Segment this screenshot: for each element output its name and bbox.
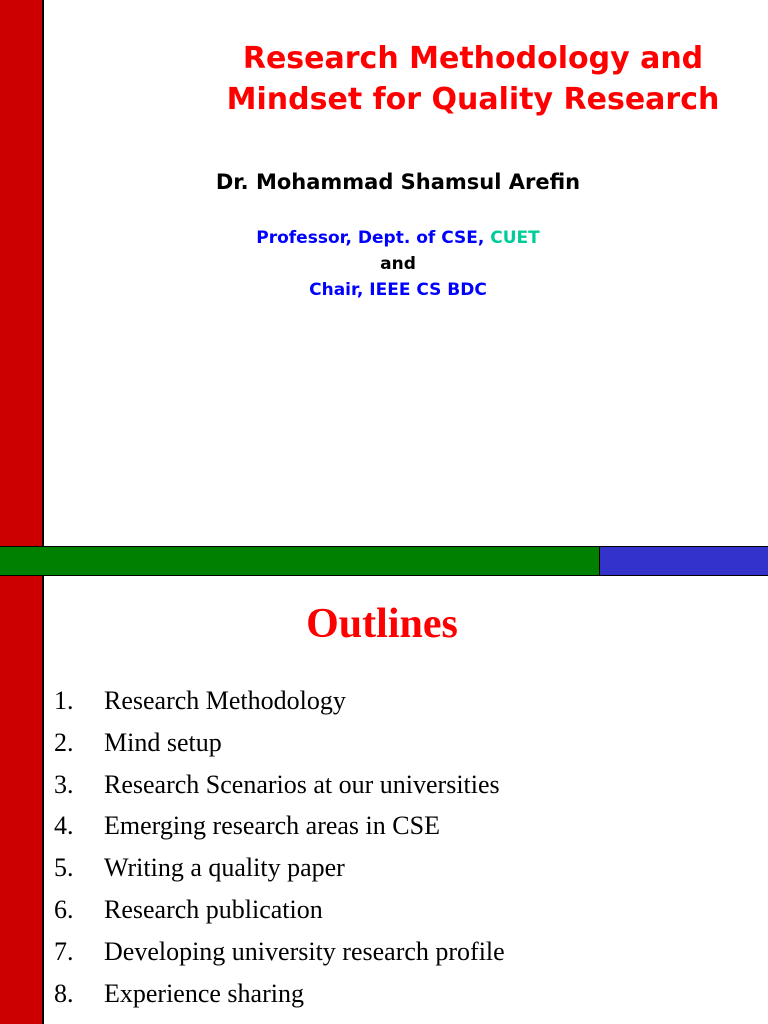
list-item-text: Research publication xyxy=(104,894,323,924)
outlines-slide xyxy=(0,576,768,1024)
list-item-number: 5. xyxy=(54,853,74,883)
slide-title-line-2: Mindset for Quality Research xyxy=(226,82,720,117)
list-item-number: 6. xyxy=(54,894,74,924)
list-item xyxy=(54,973,505,1015)
list-item xyxy=(54,889,505,931)
author-name: Dr. Mohammad Shamsul Arefin xyxy=(215,170,581,194)
list-item-text: Developing university research profile xyxy=(104,936,505,966)
divider-blue-band xyxy=(600,547,768,575)
list-item-text: Mind setup xyxy=(104,727,222,757)
list-item-text: Emerging research areas in CSE xyxy=(104,811,440,841)
list-item xyxy=(54,931,505,973)
list-item-number: 8. xyxy=(54,978,74,1008)
list-item-number: 7. xyxy=(54,936,74,966)
slide-title-line-1: Research Methodology and xyxy=(242,41,704,76)
list-item-number: 2. xyxy=(54,727,74,757)
affiliation-position: Professor, Dept. of CSE, xyxy=(256,228,491,248)
slide-accent-bar xyxy=(0,0,44,546)
slide-title xyxy=(200,38,746,120)
list-item-text: Research Methodology xyxy=(104,686,346,715)
list-item xyxy=(54,764,505,806)
slide-accent-bar xyxy=(0,576,44,1024)
outlines-heading: Outlines xyxy=(306,601,458,647)
list-item xyxy=(54,680,505,722)
list-item-text: Experience sharing xyxy=(104,978,304,1008)
author-chair-role: Chair, IEEE CS BDC xyxy=(309,280,487,300)
list-item-number: 3. xyxy=(54,769,74,799)
list-item xyxy=(54,722,505,764)
list-item-number: 1. xyxy=(54,686,74,715)
affiliation-conjunction: and xyxy=(380,254,416,274)
list-item-number: 4. xyxy=(54,811,74,841)
slide-divider xyxy=(0,546,768,576)
list-item-text: Research Scenarios at our universities xyxy=(104,769,500,799)
outline-list xyxy=(54,680,505,1014)
author-affiliation xyxy=(100,228,696,248)
divider-green-band xyxy=(0,547,600,575)
list-item xyxy=(54,805,505,847)
list-item xyxy=(54,847,505,889)
affiliation-organization: CUET xyxy=(490,228,540,248)
list-item-text: Writing a quality paper xyxy=(104,853,345,883)
